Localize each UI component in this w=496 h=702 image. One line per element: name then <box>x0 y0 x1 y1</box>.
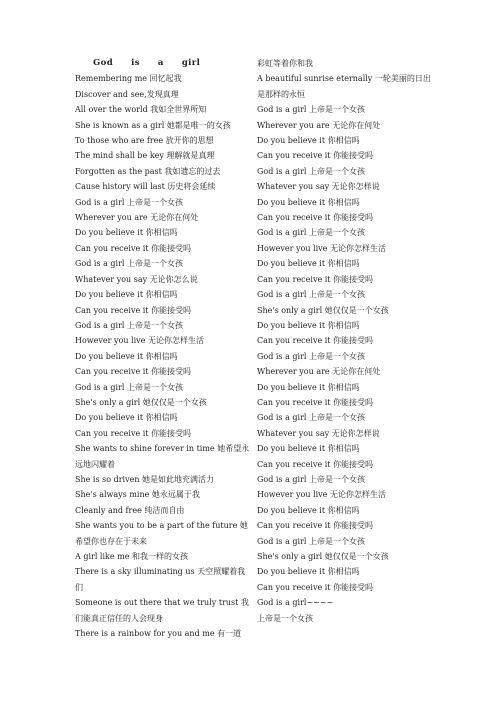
lyric-line: She's only a girl 她仅仅是一个女孩 <box>257 552 389 561</box>
lyric-line: Can you receive it 你能接受吗 <box>257 582 374 592</box>
lyric-line: A beautiful sunrise eternally 一轮美丽的日出是那样的永恒 <box>257 74 431 99</box>
lyric-line: She's always mine 她永远属于我 <box>75 490 200 500</box>
lyric-line: God is a girl 上帝是一个女孩 <box>75 382 183 392</box>
lyric-line: Wherever you are 无论你在何处 <box>257 120 381 130</box>
lyric-line: Do you believe it 你相信吗 <box>257 444 360 454</box>
title-word: God <box>93 58 114 68</box>
lyric-line: Can you receive it 你能接受吗 <box>257 397 374 407</box>
lyric-line: Can you receive it 你能接受吗 <box>257 213 374 223</box>
lyric-line: She is so driven 她是如此地充满活力 <box>75 474 215 484</box>
lyric-line: However you live 无论你怎样生活 <box>75 336 204 346</box>
lyric-line: Can you receive it 你能接受吗 <box>75 367 192 377</box>
lyric-line: However you live 无论你怎样生活 <box>257 490 386 500</box>
lyric-line: Do you believe it 你相信吗 <box>257 136 360 146</box>
lyric-line: God is a girl 上帝是一个女孩 <box>257 351 365 361</box>
lyric-line: Do you believe it 你相信吗 <box>257 382 360 392</box>
lyric-line: She is known as a girl 她都是唯一的女孩 <box>75 120 231 130</box>
lyric-line: God is a girl 上帝是一个女孩 <box>75 320 183 330</box>
lyric-line: Whatever you say 无论你怎么说 <box>75 274 198 284</box>
lyric-line: Whatever you say 无论你怎样说 <box>257 428 380 438</box>
lyric-line: Someone is out there that we truly trust 我们能真正信任的人会现身 <box>75 598 249 623</box>
lyric-line: Remembering me 回忆起我 <box>75 74 182 84</box>
lyric-line: God is a girl 上帝是一个女孩 <box>257 105 365 115</box>
lyric-line: Cause history will last 历史将会延续 <box>75 182 216 192</box>
lyric-line: Discover and see,发现真理 <box>75 89 179 99</box>
title-word: is <box>131 58 140 68</box>
lyric-line: There is a sky illuminating us 天空照耀着我们 <box>75 567 246 592</box>
lyric-line: Can you receive it 你能接受吗 <box>257 151 374 161</box>
lyric-line: Can you receive it 你能接受吗 <box>257 459 374 469</box>
lyric-line: She wants you to be a part of the future 她希望你也存在于未来 <box>75 521 248 546</box>
lyric-line: Do you believe it 你相信吗 <box>75 290 178 300</box>
lyric-line: 彩虹等着你和我 <box>257 59 313 68</box>
lyric-line: There is a rainbow for you and me 有一道 <box>75 629 242 639</box>
lyrics-column-left <box>75 56 251 641</box>
lyric-line: Do you believe it 你相信吗 <box>75 413 178 423</box>
lyric-line: Do you believe it 你相信吗 <box>257 197 360 207</box>
lyric-line: Do you believe it 你相信吗 <box>75 351 178 361</box>
lyric-line: 上帝是一个女孩 <box>257 613 313 623</box>
lyric-line: A girl like me 和我一样的女孩 <box>75 552 189 561</box>
lyric-line: The mind shall be key 理解就是真理 <box>75 151 215 161</box>
lyric-line: God is a girl 上帝是一个女孩 <box>257 228 365 238</box>
lyric-line: God is a girl 上帝是一个女孩 <box>257 536 365 546</box>
lyric-line: Can you receive it 你能接受吗 <box>75 428 192 438</box>
lyrics-lines-left <box>75 71 251 641</box>
lyric-line: Forgotten as the past 我如遗忘的过去 <box>75 166 221 176</box>
lyric-line: Do you believe it 你相信吗 <box>257 320 360 330</box>
lyric-line: Do you believe it 你相信吗 <box>75 228 178 238</box>
lyric-line: God is a girl 上帝是一个女孩 <box>257 290 365 300</box>
lyric-line: Do you believe it 你相信吗 <box>257 567 360 577</box>
lyric-line: God is a girl 上帝是一个女孩 <box>257 413 365 423</box>
lyric-line: She wants to shine forever in time 她希望永远地闪耀着 <box>75 444 250 469</box>
lyric-line: Can you receive it 你能接受吗 <box>257 336 374 346</box>
lyric-line: She's only a girl 她仅仅是一个女孩 <box>75 397 207 407</box>
lyric-line: Can you receive it 你能接受吗 <box>257 274 374 284</box>
lyric-line: She's only a girl 她仅仅是一个女孩 <box>257 305 389 315</box>
lyric-line: God is a girl~~~~ <box>257 598 334 608</box>
lyric-line: All over the world 我如全世界所知 <box>75 105 207 115</box>
lyric-line: Do you believe it 你相信吗 <box>257 505 360 515</box>
title-word: a <box>157 58 164 68</box>
lyric-line: Can you receive it 你能接受吗 <box>75 243 192 253</box>
lyric-line: To those who are free 放开你的思想 <box>75 136 214 146</box>
lyric-line: Can you receive it 你能接受吗 <box>75 305 192 315</box>
lyric-line: Can you receive it 你能接受吗 <box>257 521 374 531</box>
title-word: girl <box>181 58 201 68</box>
lyrics-lines-right <box>257 56 433 626</box>
lyric-line: Wherever you are 无论你在何处 <box>75 213 199 223</box>
lyric-line: However you live 无论你怎样生活 <box>257 243 386 253</box>
lyric-line: Do you believe it 你相信吗 <box>257 259 360 269</box>
lyric-line: Cleanly and free 纯洁而自由 <box>75 505 185 515</box>
lyric-line: Wherever you are 无论你在何处 <box>257 367 381 377</box>
lyrics-column-right <box>257 56 433 626</box>
lyric-line: God is a girl 上帝是一个女孩 <box>257 166 365 176</box>
lyric-line: Whatever you say 无论你怎样说 <box>257 182 380 192</box>
lyric-line: God is a girl 上帝是一个女孩 <box>75 197 183 207</box>
lyric-line: God is a girl 上帝是一个女孩 <box>75 259 183 269</box>
lyric-line: God is a girl 上帝是一个女孩 <box>257 474 365 484</box>
song-title <box>75 56 251 71</box>
